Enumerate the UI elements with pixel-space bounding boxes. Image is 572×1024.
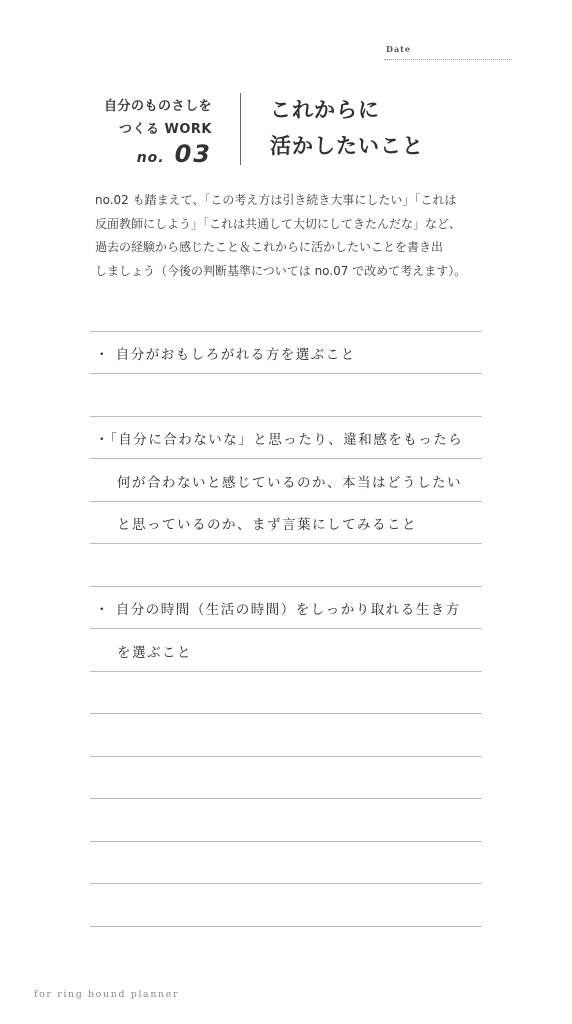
writing-line [90, 926, 482, 927]
title-divider [240, 93, 241, 165]
work-title-line1: 自分のものさしを [103, 99, 212, 114]
date-label: Date [386, 44, 411, 54]
work-number-value: 03 [174, 140, 212, 168]
writing-line [90, 543, 482, 544]
writing-line [90, 501, 482, 502]
work-title [60, 95, 212, 141]
work-number [60, 140, 212, 168]
writing-line [90, 798, 482, 799]
footer-text: for ring bound planner [34, 989, 180, 1000]
writing-line [90, 586, 482, 587]
writing-line [90, 331, 482, 332]
work-number-prefix: no. [136, 150, 165, 166]
handwritten-entry: ・「自分に合わないな」と思ったり、違和感をもったら [95, 432, 464, 448]
writing-line [90, 628, 482, 629]
page-title [270, 92, 424, 164]
work-title-line2: つくる WORK [118, 122, 212, 137]
writing-line [90, 756, 482, 757]
page-title-line2: 活かしたいこと [270, 134, 424, 158]
writing-line [90, 373, 482, 374]
handwritten-entry: ・ 自分がおもしろがれる方を選ぶこと [95, 347, 356, 363]
writing-line [90, 671, 482, 672]
handwritten-entry: と思っているのか、まず言葉にしてみること [117, 517, 417, 533]
handwritten-entry: 何が合わないと感じているのか、本当はどうしたい [117, 475, 462, 491]
writing-line [90, 458, 482, 459]
writing-line [90, 416, 482, 417]
writing-line [90, 883, 482, 884]
writing-line [90, 841, 482, 842]
intro-text: no.02 も踏まえて、「この考え方は引き続き大事にしたい」「これは 反面教師にしよう」「これは共通して大切にしてきたんだな」など、 過去の経験から感じたこと＆これからに活かしたいことを書き出 しましょう（今後の判断基準については no.07 で改めて考えます）。 [95, 193, 467, 278]
writing-line [90, 713, 482, 714]
date-field[interactable] [384, 59, 512, 60]
handwritten-entry: を選ぶこと [117, 645, 192, 661]
page-title-line1: これからに [270, 98, 380, 122]
handwritten-entry: ・ 自分の時間（生活の時間）をしっかり取れる生き方 [95, 602, 461, 618]
